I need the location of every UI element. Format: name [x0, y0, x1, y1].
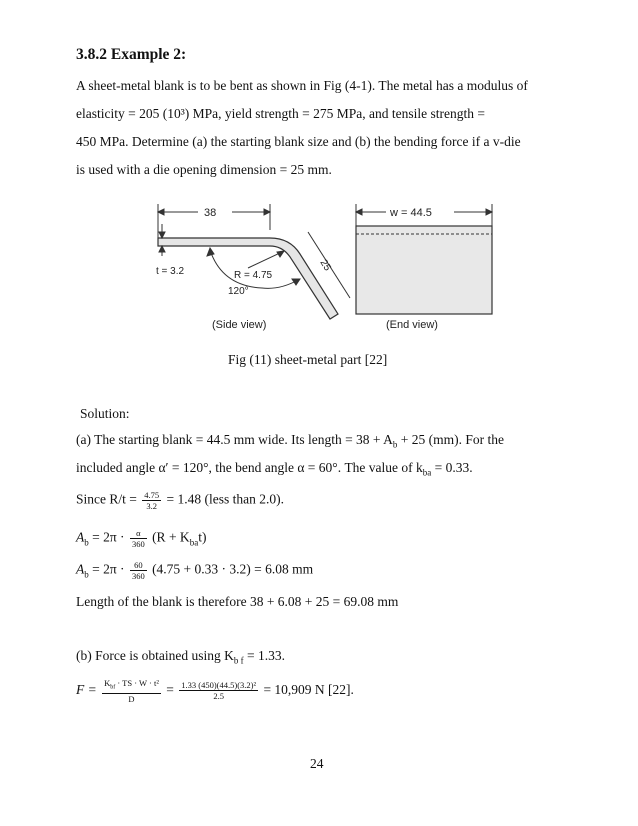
- numerator: 4.75: [144, 490, 160, 500]
- section-heading: 3.8.2 Example 2:: [76, 46, 187, 63]
- ab-evaluation: [76, 560, 313, 581]
- numerator: α: [130, 528, 147, 539]
- leg-length-label: 25: [317, 257, 333, 274]
- ab2-post: (4.75 + 0.33 · 3.2) = 6.08 mm: [152, 561, 314, 577]
- subscript: ba: [422, 467, 432, 478]
- problem-line-1: A sheet-metal blank is to be bent as shown in Fig (4-1). The metal has a modulus of: [76, 78, 528, 93]
- ab2-mid: = 2π ·: [88, 561, 125, 577]
- thickness-label: t = 3.2: [156, 266, 185, 277]
- force-result: = 10,909 N [22].: [263, 681, 354, 697]
- denominator: D: [128, 693, 135, 704]
- sheet-metal-figure: [150, 196, 496, 342]
- force-intro: [76, 648, 285, 666]
- angle-label: 120°: [228, 286, 249, 297]
- solution-a-line-2: [76, 460, 473, 478]
- denominator: 2.5: [213, 691, 224, 702]
- subscript: bf: [110, 684, 116, 691]
- ab-fraction: [130, 528, 147, 549]
- ab-post: (R + K: [152, 529, 190, 545]
- problem-line-4: is used with a die opening dimension = 25 mm.: [76, 162, 332, 177]
- force-intro-tail: = 1.33.: [243, 648, 285, 663]
- k-symbol: K: [104, 678, 111, 688]
- end-width-label: w = 44.5: [390, 207, 432, 219]
- since-pre: Since R/t =: [76, 491, 137, 507]
- denominator: 360: [131, 571, 145, 581]
- denominator: 3.2: [146, 501, 157, 511]
- side-view-caption: (Side view): [212, 319, 267, 331]
- page-number: 24: [310, 756, 324, 771]
- subscript: b: [392, 439, 398, 450]
- ab2-fraction: [130, 560, 147, 581]
- ab2-a: A: [76, 561, 85, 577]
- problem-line-2: elasticity = 205 (10³) MPa, yield strength = 275 MPa, and tensile strength =: [76, 106, 485, 121]
- numerator: 1.33 (450)(44.5)(3.2)²: [181, 680, 257, 691]
- force-eq: =: [166, 681, 174, 697]
- force-f: F =: [76, 681, 97, 697]
- numerator-tail: · TS · W · t²: [115, 678, 159, 688]
- ab-formula: [76, 528, 206, 549]
- radius-label: R = 4.75: [234, 270, 273, 281]
- subscript: b f: [233, 655, 244, 666]
- force-intro-text: (b) Force is obtained using K: [76, 648, 234, 663]
- numerator: [102, 678, 161, 694]
- numerator: 60: [130, 560, 147, 571]
- blank-length-line: Length of the blank is therefore 38 + 6.08 + 25 = 69.08 mm: [76, 594, 399, 609]
- solution-a-tail: + 25 (mm). For the: [397, 432, 505, 447]
- subscript: b: [84, 569, 89, 580]
- subscript: ba: [189, 537, 199, 548]
- ab-a: A: [76, 529, 85, 545]
- ab-mid: = 2π ·: [88, 529, 125, 545]
- solution-title: Solution:: [80, 406, 130, 421]
- figure-drawing: [150, 196, 496, 342]
- dim-length-label: 38: [204, 207, 217, 219]
- since-post: = 1.48 (less than 2.0).: [166, 491, 284, 507]
- force-formula: [76, 678, 354, 704]
- end-view: [356, 204, 492, 314]
- solution-a-line-1: [76, 432, 504, 450]
- since-fraction: [142, 490, 161, 511]
- solution-a-text: (a) The starting blank = 44.5 mm wide. Its length = 38 + A: [76, 432, 393, 447]
- force-fraction-symbolic: [102, 678, 161, 704]
- denominator: 360: [131, 539, 145, 549]
- end-view-caption: (End view): [386, 319, 438, 331]
- ab-end: t): [198, 529, 207, 545]
- since-line: [76, 490, 284, 511]
- solution-a2-text: included angle α′ = 120°, the bend angle α = 60°. The value of k: [76, 460, 423, 475]
- subscript: b: [84, 537, 89, 548]
- figure-caption: Fig (11) sheet-metal part [22]: [228, 352, 388, 367]
- force-fraction-numeric: [179, 680, 258, 701]
- problem-line-3: 450 MPa. Determine (a) the starting blank size and (b) the bending force if a v-die: [76, 134, 521, 149]
- solution-a2-tail: = 0.33.: [431, 460, 473, 475]
